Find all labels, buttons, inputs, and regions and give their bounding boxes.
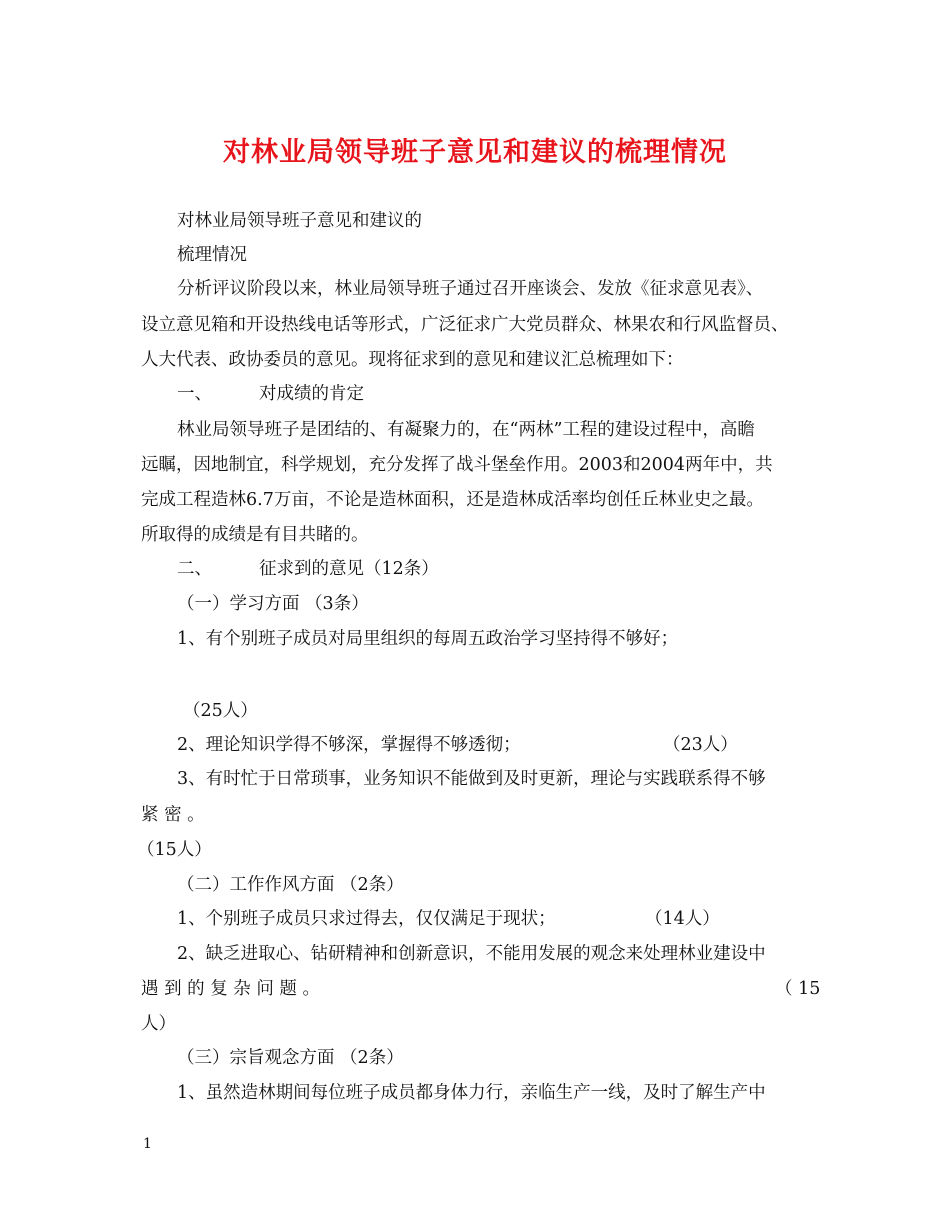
study-item-3-line-1: 3、有时忙于日常琐事，业务知识不能做到及时更新，理论与实践联系得不够 [177,769,766,789]
workstyle-item-2-line-2: 遇 到 的 复 杂 问 题 。 [141,979,320,999]
document-title: 对林业局领导班子意见和建议的梳理情况 [223,137,727,168]
subsection-workstyle-heading: （二）工作作风方面 （2条） [177,875,404,895]
section1-number: 一、 [177,384,212,404]
study-item-1: 1、有个别班子成员对局里组织的每周五政治学习坚持得不够好； [177,629,679,649]
section1-line-1: 林业局领导班子是团结的、有凝聚力的，在“两林”工程的建设过程中，高瞻 [177,420,755,440]
study-item-1-count: （25人） [183,701,258,721]
intro-line-2: 设立意见箱和开设热线电话等形式，广泛征求广大党员群众、林果农和行风监督员、 [141,315,789,335]
workstyle-item-2-line-1: 2、缺乏进取心、钻研精神和创新意识，不能用发展的观念来处理林业建设中 [177,944,766,964]
subtitle-line-1: 对林业局领导班子意见和建议的 [177,211,422,231]
subsection-purpose-heading: （三）宗旨观念方面 （2条） [177,1048,404,1068]
section1-line-3: 完成工程造林6.7万亩，不论是造林面积，还是造林成活率均创任丘林业史之最。 [141,490,764,510]
intro-line-3: 人大代表、政协委员的意见。现将征求到的意见和建议汇总梳理如下： [141,350,684,370]
workstyle-item-1-count: （14人） [645,909,720,929]
workstyle-item-1: 1、个别班子成员只求过得去，仅仅满足于现状； [177,909,556,929]
section1-line-2: 远瞩，因地制宜，科学规划，充分发挥了战斗堡垒作用。2003和2004两年中，共 [141,455,773,475]
section1-line-4: 所取得的成绩是有目共睹的。 [141,525,369,545]
study-item-2: 2、理论知识学得不够深，掌握得不够透彻； [177,735,521,755]
subtitle-line-2: 梳理情况 [177,245,247,265]
page-number: 1 [143,1136,152,1152]
workstyle-item-2-count-cont: 人） [141,1014,176,1034]
purpose-item-1-line-1: 1、虽然造林期间每位班子成员都身体力行，亲临生产一线，及时了解生产中 [177,1083,766,1103]
section2-heading: 征求到的意见（12条） [259,559,439,579]
study-item-3-count: （15人） [137,840,212,860]
section1-heading: 对成绩的肯定 [259,384,364,404]
subsection-study-heading: （一）学习方面 （3条） [177,594,369,614]
intro-line-1: 分析评议阶段以来，林业局领导班子通过召开座谈会、发放《征求意见表》、 [177,279,764,299]
study-item-3-line-2: 紧 密 。 [141,805,205,825]
workstyle-item-2-count: （ 15 [775,979,821,999]
section2-number: 二、 [177,559,212,579]
study-item-2-count: （23人） [663,735,738,755]
